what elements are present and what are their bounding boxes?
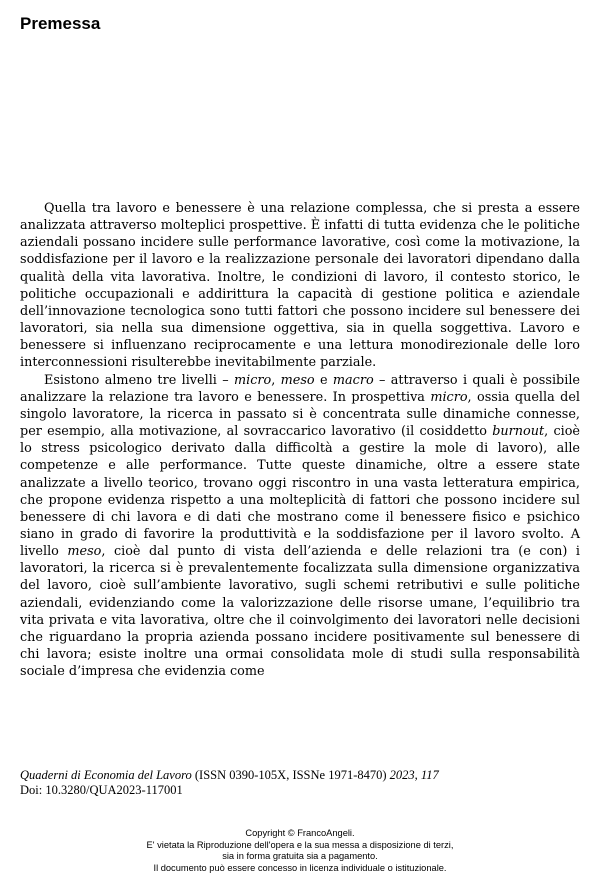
copyright-notice [0,828,600,874]
body-text [20,200,580,680]
italic-term: meso [280,372,315,388]
copyright-line-2: E' vietata la Riproduzione dell'opera e la sua messa a disposizione di terzi, [146,839,454,850]
text-run: Esistono almeno tre livelli – [44,372,234,388]
text-run: , [271,372,281,388]
italic-term: burnout [492,424,545,440]
journal-year-issue: 2023, 117 [389,768,439,782]
italic-term: micro [233,372,272,388]
copyright-line-4: Il documento può essere concesso in licenza individuale o istituzionale. [153,862,447,873]
journal-title: Quaderni di Economia del Lavoro [20,768,192,782]
text-run: , cioè dal punto di vista dell’azienda e delle relazioni tra (e con) i lavoratori, la ricerca si è prevalentemente focalizzata sulla dimensione organizzativa del lavoro, cioè sull’ambiente lavorativo, sugli schemi retributivi e sulle politiche aziendali, evidenziando come la valorizzazione delle risorse umane, l’equilibrio tra vita privata e vita lavorativa, oltre che il coinvolgimento dei lavoratori nelle decisioni che riguardano la propria azienda possano incidere positivamente sul benessere di chi lavora; esiste inoltre una ormai consolidata mole di studi sulla responsabilità sociale d’impresa che evidenzia come [20,544,580,680]
journal-line [20,768,580,783]
italic-term: meso [67,544,102,560]
journal-citation [20,768,580,798]
text-run: , cioè lo stress psicologico derivato dalla difficoltà a gestire la mole di lavoro), alle competenze e alle performance. Tutte queste dinamiche, oltre a essere state analizzate a livello teorico, trovano oggi riscontro in una vasta letteratura empirica, che propone evidenza rispetto a una molteplicità di fattori che possono incidere sul benessere di chi lavora e di dati che mostrano come il benessere fisico e psichico siano in grado di favorire la produttività e la soddisfazione per il lavoro svolto. A livello [20,424,580,560]
journal-doi: Doi: 10.3280/QUA2023-117001 [20,783,183,797]
text-run: , ossia quella del singolo lavoratore, la ricerca in passato si è concentrata sulle dinamiche connesse, per esempio, alla motivazione, al sovraccarico lavorativo (il cosiddetto [20,389,580,440]
italic-term: micro [430,389,468,405]
text-run: – attraverso i quali è possibile analizzare la relazione tra lavoro e benessere. In prospettiva [20,372,580,405]
paragraph-2 [20,372,580,681]
section-heading: Premessa [20,14,101,33]
copyright-line-3: sia in forma gratuita sia a pagamento. [222,851,378,862]
italic-term: macro [332,372,374,388]
paragraph-1: Quella tra lavoro e benessere è una relazione complessa, che si presta a essere analizzata attraverso molteplici prospettive. È infatti di tutta evidenza che le politiche aziendali possano incidere sulle performance lavorative, così come la motivazione, la soddisfazione per il lavoro e la realizzazione personale dei lavoratori dipendano dalla qualità della vita lavorativa. Inoltre, le condizioni di lavoro, il contesto storico, le politiche occupazionali e addirittura la capacità di gestione politica e aziendale dell’innovazione tecnologica sono tutti fattori che possono incidere sul benessere dei lavoratori, sia nella sua dimensione oggettiva, sia in quella soggettiva. Lavoro e benessere si influenzano reciprocamente e una lettura monodirezionale delle loro interconnessioni risulterebbe inevitabilmente parziale. [20,201,580,371]
text-run: e [314,372,333,388]
copyright-line-1: Copyright © FrancoAngeli. [245,828,355,838]
journal-issn: (ISSN 0390-105X, ISSNe 1971-8470) [191,768,390,782]
